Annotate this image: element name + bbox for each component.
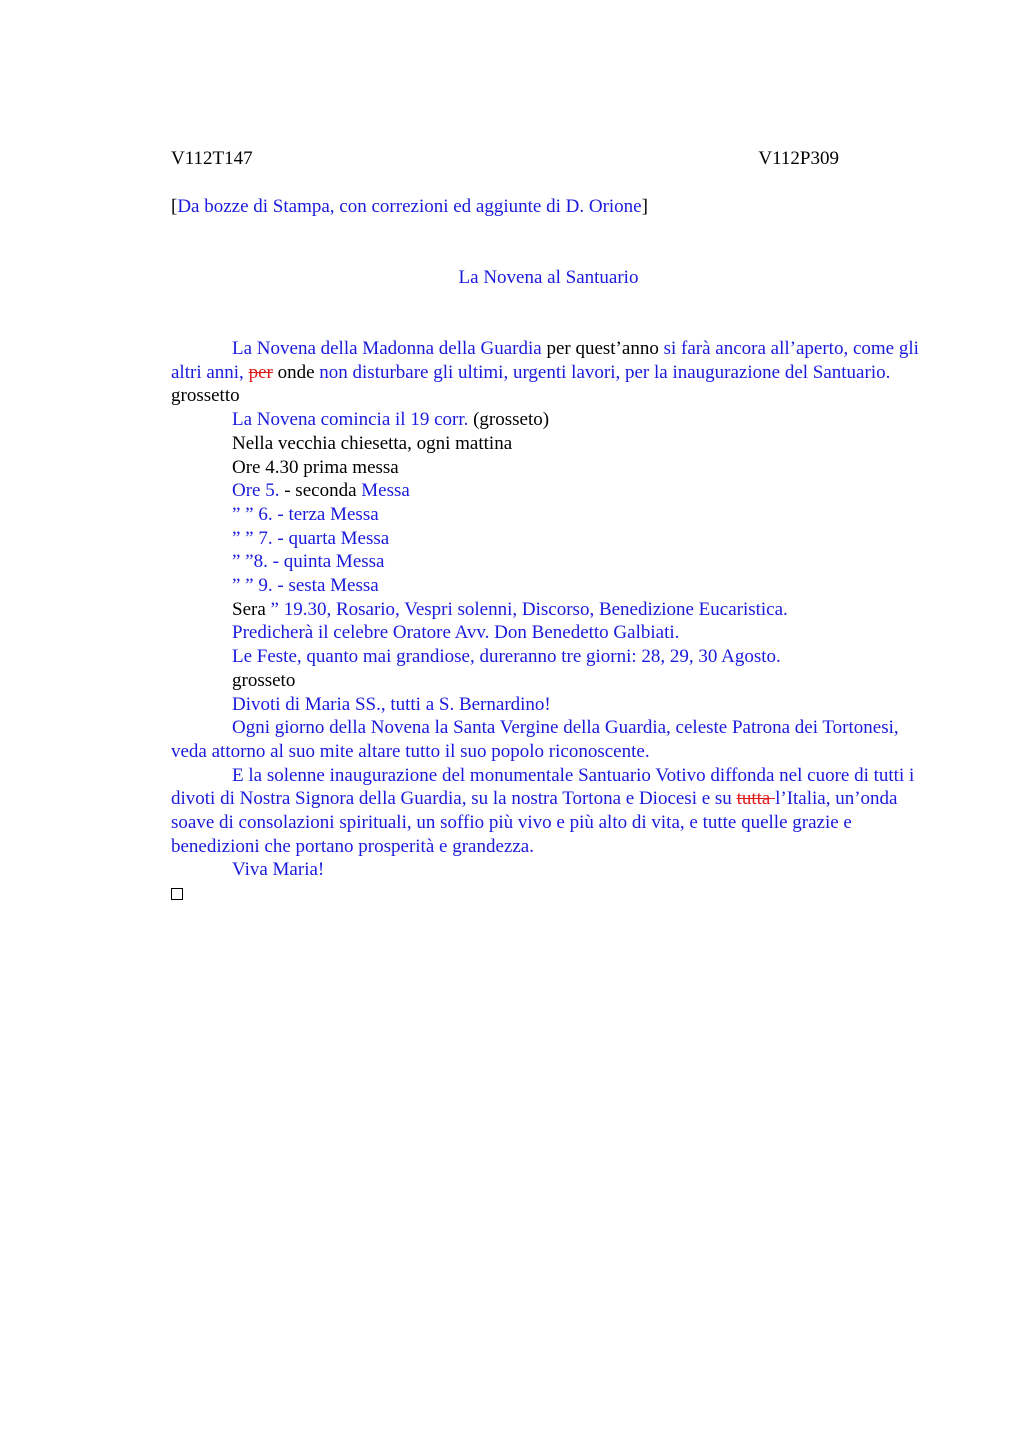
document-title: La Novena al Santuario: [458, 267, 639, 288]
end-marker: [171, 882, 931, 907]
text-run: La Novena comincia il 19 corr.: [232, 409, 469, 431]
paragraph-feast-days: Le Feste, quanto mai grandiose, dureranno tre giorni: 28, 29, 30 Agosto.: [232, 646, 781, 668]
source-note: [171, 195, 648, 219]
document-code-right: V112P309: [758, 148, 839, 169]
text-run: non disturbare gli ultimi, urgenti lavori, per la inaugurazione del Santuario.: [319, 361, 891, 383]
text-run: La Novena della Madonna della Guardia: [232, 338, 542, 359]
schedule-line-first-mass: Ore 4.30 prima messa: [232, 456, 399, 478]
schedule-line-second-mass: [171, 479, 931, 503]
paragraph-old-chapel: Nella vecchia chiesetta, ogni mattina: [232, 432, 513, 454]
schedule-line-fifth-mass: ” ”8. - quinta Messa: [232, 551, 385, 573]
document-code-left: V112T147: [171, 148, 253, 169]
schedule-line-sixth-mass: ” ” 9. - sesta Messa: [232, 575, 379, 597]
struck-text: per: [248, 361, 273, 383]
schedule-line-evening: [171, 598, 931, 622]
note-open-bracket: [: [171, 196, 178, 217]
document-header: [171, 147, 839, 171]
text-run: onde: [272, 361, 320, 383]
text-run: (grosseto): [468, 409, 550, 431]
schedule-line-third-mass: ” ” 6. - terza Messa: [232, 503, 379, 525]
text-run: si farà ancora all’aperto, come gli altri anni,: [171, 338, 919, 383]
paragraph-inauguration: [171, 764, 931, 859]
text-run: l’Italia, un’onda soave di consolazioni spirituali, un soffio più vivo e più alto di vita, e tutte quelle grazie e benedizioni che portano prosperità e grandezza.: [171, 788, 898, 857]
paragraph-novena-intro: [171, 337, 931, 408]
text-run: E la solenne inaugurazione del monumentale Santuario Votivo diffonda nel cuore di tutti i divoti di Nostra Signora della Guardia, su la nostra Tortona e Diocesi e su: [171, 764, 915, 810]
paragraph-call-to-devotees: Divoti di Maria SS., tutti a S. Bernardino!: [232, 693, 551, 715]
note-text: Da bozze di Stampa, con correzioni ed aggiunte di D. Orione: [177, 196, 642, 217]
text-run: Ore 5.: [232, 480, 280, 502]
text-run: Sera: [232, 598, 271, 620]
text-run: ” 19.30, Rosario, Vespri solenni, Discorso, Benedizione Eucaristica.: [270, 598, 788, 620]
square-icon: [171, 888, 183, 900]
text-run: - seconda: [279, 480, 362, 502]
paragraph-grosseto-note: grosseto: [232, 669, 296, 691]
paragraph-preacher: Predicherà il celebre Oratore Avv. Don Benedetto Galbiati.: [232, 622, 680, 644]
note-close-bracket: ]: [641, 196, 648, 217]
paragraph-viva-maria: Viva Maria!: [232, 859, 325, 881]
text-run: per quest’anno: [541, 338, 664, 359]
struck-text: tutta: [736, 788, 776, 810]
text-run: Messa: [361, 480, 410, 502]
paragraph-daily-novena: Ogni giorno della Novena la Santa Vergine della Guardia, celeste Patrona dei Tortonesi, veda attorno al suo mite altare tutto il suo popolo riconoscente.: [171, 717, 899, 762]
document-body: [171, 337, 931, 907]
text-run: grossetto: [171, 385, 240, 407]
paragraph-novena-start: [171, 408, 931, 432]
schedule-line-fourth-mass: ” ” 7. - quarta Messa: [232, 527, 390, 549]
